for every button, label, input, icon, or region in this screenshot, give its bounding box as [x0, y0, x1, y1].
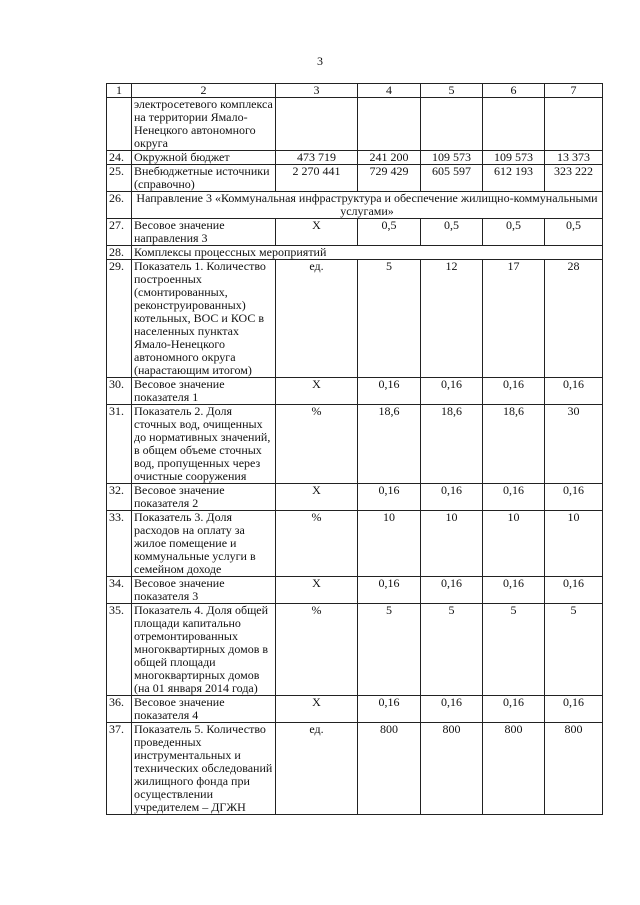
value-cell: 12	[421, 260, 483, 378]
value-cell: 0,16	[421, 378, 483, 405]
value-cell: 0,16	[358, 696, 421, 723]
value-cell: 800	[545, 723, 603, 815]
row-number: 25.	[107, 165, 132, 192]
row-number	[107, 98, 132, 151]
value-cell: 18,6	[358, 405, 421, 484]
indicator-name: Показатель 1. Количество построенных (смонтированных, реконструированных) котельных, ВОС и КОС в населенных пунктах Ямало-Ненецкого автономного округа (нарастающим итогом)	[132, 260, 276, 378]
header-cell: 7	[545, 84, 603, 98]
value-cell: 0,16	[545, 484, 603, 511]
row-number: 27.	[107, 219, 132, 246]
value-cell: 10	[545, 511, 603, 577]
value-cell: 5	[545, 604, 603, 696]
value-cell: 0,16	[421, 484, 483, 511]
header-cell: 1	[107, 84, 132, 98]
value-cell: 0,16	[483, 484, 545, 511]
row-number: 34.	[107, 577, 132, 604]
row-number: 29.	[107, 260, 132, 378]
table-row	[107, 192, 603, 219]
table-row	[107, 219, 603, 246]
header-cell: 5	[421, 84, 483, 98]
value-cell: 605 597	[421, 165, 483, 192]
value-cell: 0,16	[483, 696, 545, 723]
row-number: 33.	[107, 511, 132, 577]
section-heading: Комплексы процессных мероприятий	[132, 246, 603, 260]
value-cell	[421, 98, 483, 151]
value-cell: 0,16	[358, 378, 421, 405]
table-row	[107, 484, 603, 511]
row-number: 31.	[107, 405, 132, 484]
table-header-row	[107, 84, 603, 98]
header-cell: 6	[483, 84, 545, 98]
value-cell: 13 373	[545, 151, 603, 165]
table-row	[107, 246, 603, 260]
value-cell: 0,16	[358, 484, 421, 511]
value-cell: 0,16	[545, 577, 603, 604]
value-cell	[483, 98, 545, 151]
unit-cell: %	[276, 604, 358, 696]
value-cell: 0,16	[545, 378, 603, 405]
table-row	[107, 98, 603, 151]
value-cell: 10	[358, 511, 421, 577]
value-cell: 323 222	[545, 165, 603, 192]
indicator-name: Показатель 3. Доля расходов на оплату за жилое помещение и коммунальные услуги в семейном доходе	[132, 511, 276, 577]
table-row	[107, 577, 603, 604]
row-number: 37.	[107, 723, 132, 815]
value-cell: 18,6	[421, 405, 483, 484]
header-cell: 4	[358, 84, 421, 98]
value-cell: 10	[483, 511, 545, 577]
table-row	[107, 260, 603, 378]
header-cell: 2	[132, 84, 276, 98]
value-cell: 241 200	[358, 151, 421, 165]
value-cell: 800	[483, 723, 545, 815]
value-cell: 0,5	[545, 219, 603, 246]
value-cell: 0,16	[483, 577, 545, 604]
unit-cell: %	[276, 511, 358, 577]
unit-cell: 2 270 441	[276, 165, 358, 192]
section-heading: Направление 3 «Коммунальная инфраструктура и обеспечение жилищно-коммунальными услугами»	[132, 192, 603, 219]
value-cell: 28	[545, 260, 603, 378]
row-number: 32.	[107, 484, 132, 511]
value-cell: 0,16	[421, 577, 483, 604]
unit-cell: X	[276, 696, 358, 723]
value-cell: 109 573	[421, 151, 483, 165]
indicator-name: Весовое значение показателя 2	[132, 484, 276, 511]
unit-cell: ед.	[276, 723, 358, 815]
indicator-name: Весовое значение показателя 1	[132, 378, 276, 405]
indicator-name: Весовое значение направления 3	[132, 219, 276, 246]
table-row	[107, 723, 603, 815]
value-cell: 0,5	[421, 219, 483, 246]
value-cell: 5	[358, 604, 421, 696]
value-cell: 0,16	[545, 696, 603, 723]
unit-cell: X	[276, 577, 358, 604]
unit-cell: %	[276, 405, 358, 484]
table-row	[107, 378, 603, 405]
value-cell: 30	[545, 405, 603, 484]
row-number: 36.	[107, 696, 132, 723]
value-cell: 729 429	[358, 165, 421, 192]
value-cell: 17	[483, 260, 545, 378]
row-number: 35.	[107, 604, 132, 696]
indicator-name: Показатель 5. Количество проведенных инструментальных и технических обследований жилищного фонда при осуществлении учредителем – ДГЖН	[132, 723, 276, 815]
value-cell: 5	[483, 604, 545, 696]
row-number: 26.	[107, 192, 132, 219]
row-number: 30.	[107, 378, 132, 405]
unit-cell: 473 719	[276, 151, 358, 165]
indicator-name: Показатель 2. Доля сточных вод, очищенных до нормативных значений, в общем объеме сточных вод, пропущенных через очистные сооружения	[132, 405, 276, 484]
value-cell: 18,6	[483, 405, 545, 484]
unit-cell: X	[276, 378, 358, 405]
page-number: 3	[317, 54, 323, 68]
value-cell: 800	[421, 723, 483, 815]
value-cell: 800	[358, 723, 421, 815]
value-cell: 10	[421, 511, 483, 577]
value-cell: 0,16	[483, 378, 545, 405]
value-cell	[545, 98, 603, 151]
indicator-name: Весовое значение показателя 4	[132, 696, 276, 723]
row-number: 28.	[107, 246, 132, 260]
value-cell: 5	[358, 260, 421, 378]
indicator-name: Окружной бюджет	[132, 151, 276, 165]
table-row	[107, 696, 603, 723]
value-cell: 612 193	[483, 165, 545, 192]
header-cell: 3	[276, 84, 358, 98]
table-row	[107, 165, 603, 192]
table-row	[107, 604, 603, 696]
unit-cell: X	[276, 219, 358, 246]
value-cell: 109 573	[483, 151, 545, 165]
table-row	[107, 511, 603, 577]
value-cell: 0,16	[358, 577, 421, 604]
indicator-name: Внебюджетные источники (справочно)	[132, 165, 276, 192]
value-cell: 0,5	[358, 219, 421, 246]
unit-cell	[276, 98, 358, 151]
table-row	[107, 151, 603, 165]
value-cell: 5	[421, 604, 483, 696]
value-cell: 0,5	[483, 219, 545, 246]
value-cell: 0,16	[421, 696, 483, 723]
table-row	[107, 405, 603, 484]
indicator-table	[106, 83, 603, 815]
indicator-name: Показатель 4. Доля общей площади капитально отремонтированных многоквартирных домов в общей площади многоквартирных домов (на 01 января 2014 года)	[132, 604, 276, 696]
indicator-name: Весовое значение показателя 3	[132, 577, 276, 604]
unit-cell: ед.	[276, 260, 358, 378]
indicator-name: электросетевого комплекса на территории Ямало-Ненецкого автономного округа	[132, 98, 276, 151]
row-number: 24.	[107, 151, 132, 165]
unit-cell: X	[276, 484, 358, 511]
value-cell	[358, 98, 421, 151]
